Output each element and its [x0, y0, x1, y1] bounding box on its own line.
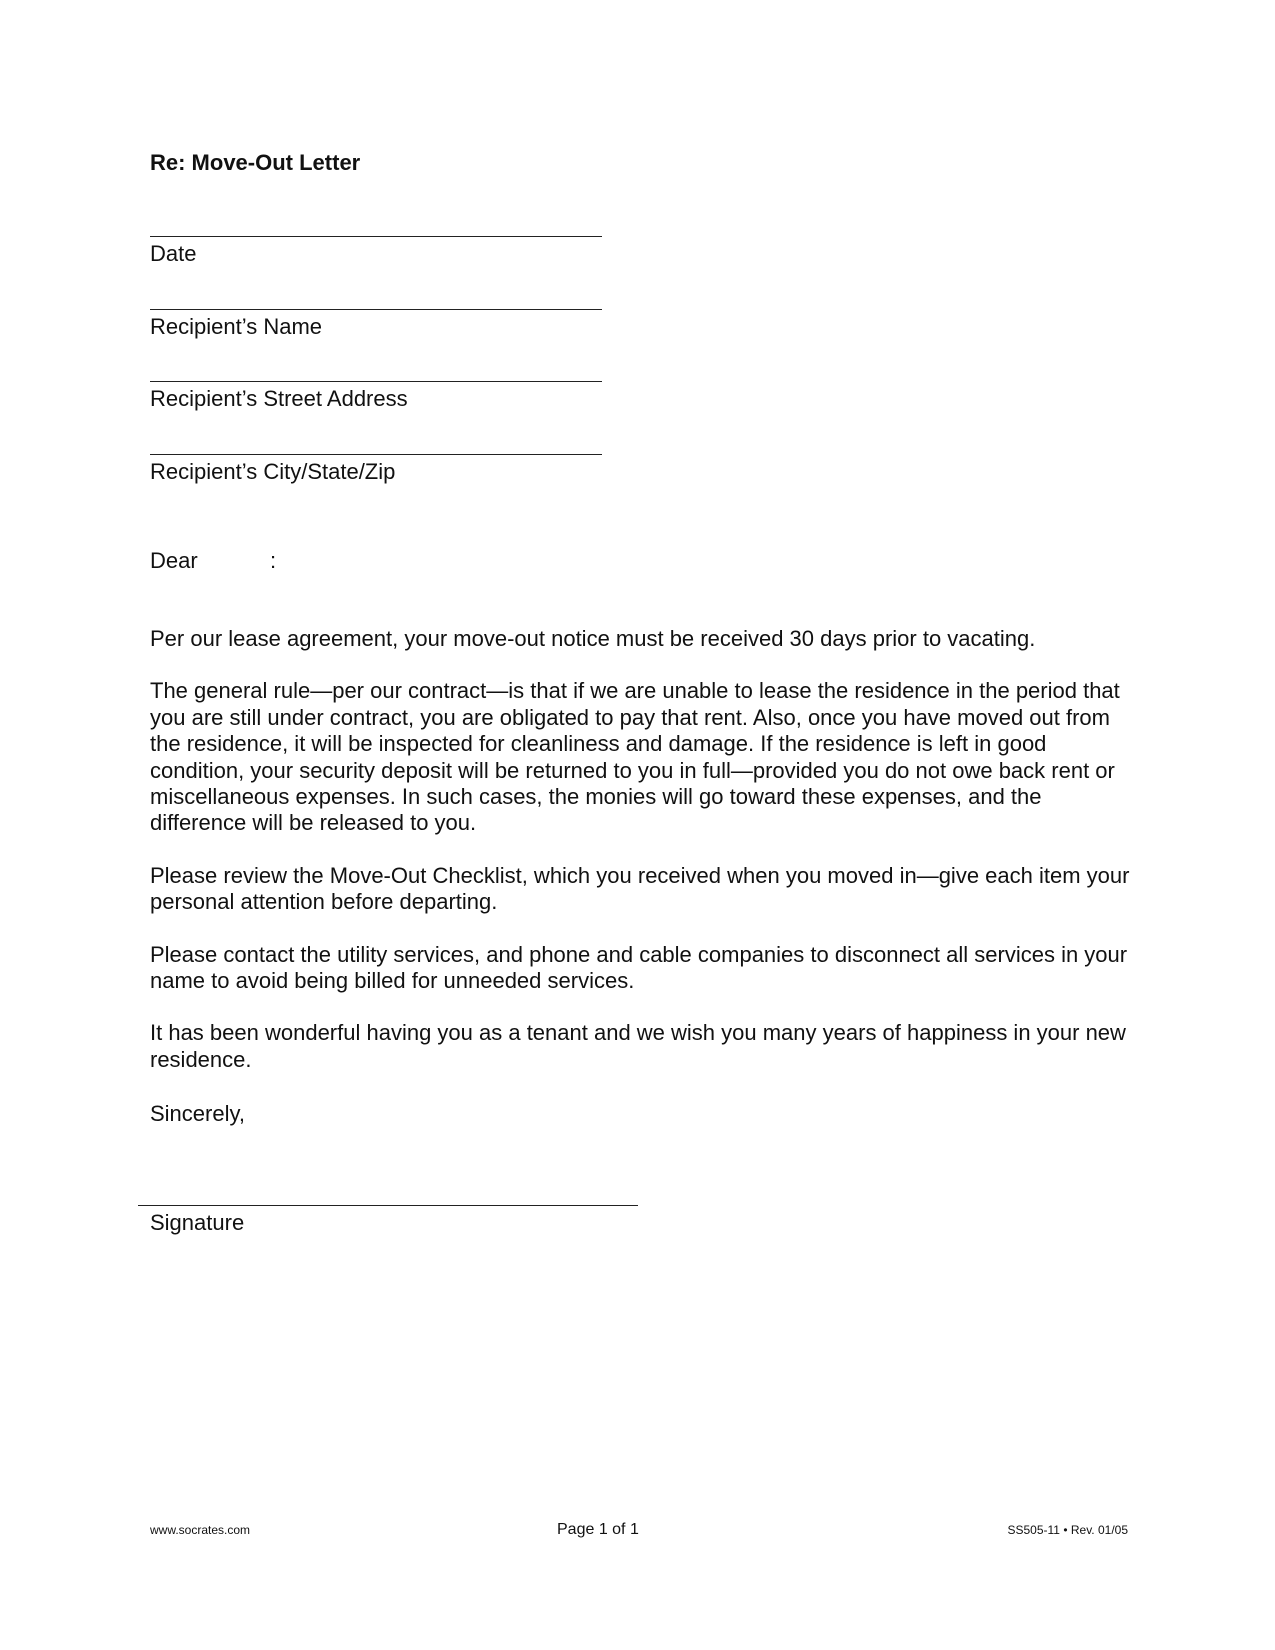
recipient-street-blank-line	[150, 381, 602, 382]
footer-website: www.socrates.com	[150, 1523, 251, 1537]
paragraph-checklist: Please review the Move-Out Checklist, which you received when you moved in—give each item your personal attention before departing.	[150, 862, 1130, 915]
paragraph-farewell: It has been wonderful having you as a tenant and we wish you many years of happiness in your new residence.	[150, 1020, 1126, 1072]
recipient-street-field	[150, 381, 602, 412]
salutation-greeting: Dear	[150, 548, 198, 573]
recipient-city-blank-line	[150, 454, 602, 455]
salutation	[150, 548, 277, 574]
signature-label: Signature	[150, 1210, 245, 1235]
letter-body	[150, 626, 1140, 1099]
date-label: Date	[150, 241, 197, 266]
paragraph-general-rule: The general rule—per our contract—is that if we are unable to lease the residence in the period that you are still under contract, you are obligated to pay that rent. Also, once you have moved out from the residence, it will be inspected for cleanliness and damage. If the residence is left in good condition, your security deposit will be returned to you in full—provided you do not owe back rent or miscellaneous expenses. In such cases, the monies will go toward these expenses, and the difference will be released to you.	[150, 678, 1120, 836]
recipient-name-blank-line	[150, 309, 602, 310]
closing: Sincerely,	[150, 1101, 245, 1126]
recipient-street-label: Recipient’s Street Address	[150, 386, 408, 411]
footer-form-code: SS505-11 • Rev. 01/05	[1007, 1523, 1128, 1537]
letter-heading: Re: Move-Out Letter	[150, 150, 361, 175]
date-field	[150, 236, 602, 267]
recipient-city-label: Recipient’s City/State/Zip	[150, 459, 396, 484]
signature-blank-line	[138, 1205, 638, 1206]
paragraph-utilities: Please contact the utility services, and phone and cable companies to disconnect all services in your name to avoid being billed for unneeded services.	[150, 941, 1128, 994]
recipient-city-field	[150, 454, 602, 485]
recipient-name-field	[150, 309, 602, 340]
footer-page-number: Page 1 of 1	[557, 1521, 639, 1538]
date-blank-line	[150, 236, 602, 237]
recipient-name-label: Recipient’s Name	[150, 314, 323, 339]
paragraph-notice: Per our lease agreement, your move-out notice must be received 30 days prior to vacating.	[150, 626, 1036, 651]
salutation-colon: :	[270, 548, 277, 573]
signature-field	[138, 1205, 638, 1236]
